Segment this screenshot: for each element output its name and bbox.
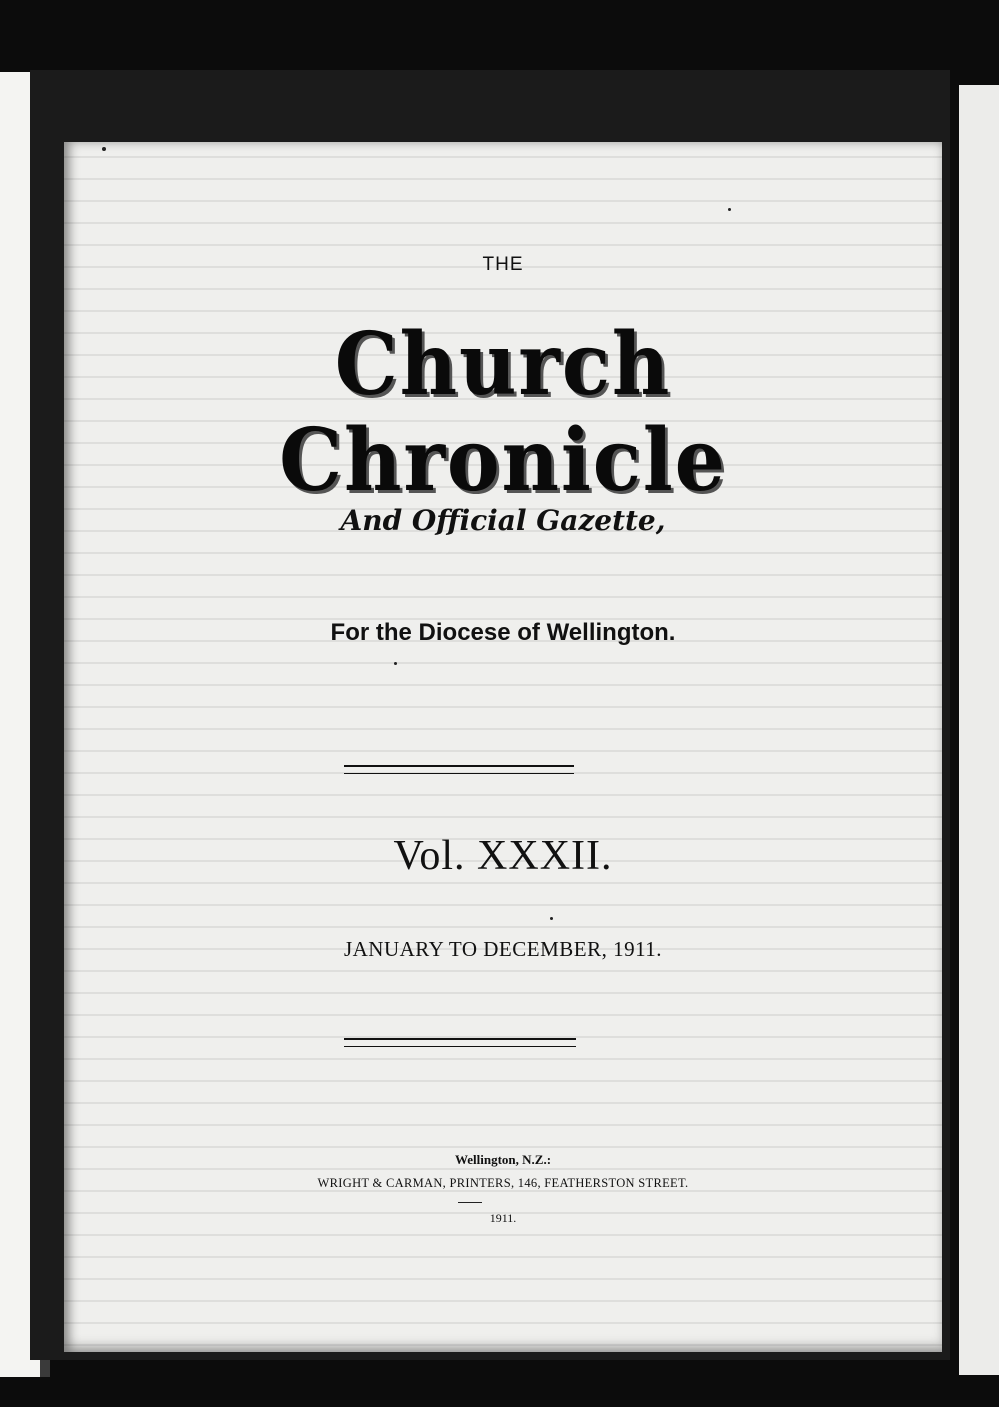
title-article: THE <box>482 254 524 275</box>
adjacent-page-right <box>959 85 999 1375</box>
publication-title: Church Chronicle <box>279 314 727 511</box>
title-page <box>64 142 942 1352</box>
volume-number: Vol. XXXII. <box>393 833 613 879</box>
divider-rule <box>344 765 574 774</box>
diocese-line: For the Diocese of Wellington. <box>330 619 676 646</box>
publication-subtitle: And Official Gazette, <box>340 504 666 537</box>
printer-line: WRIGHT & CARMAN, PRINTERS, 146, FEATHERSTON STREET. <box>317 1176 689 1190</box>
divider-rule <box>344 1038 576 1047</box>
short-divider <box>458 1202 482 1203</box>
date-range: JANUARY TO DECEMBER, 1911. <box>343 937 663 961</box>
title-block <box>64 142 942 1352</box>
publication-place: Wellington, N.Z.: <box>454 1152 552 1167</box>
publication-year: 1911. <box>489 1211 517 1225</box>
